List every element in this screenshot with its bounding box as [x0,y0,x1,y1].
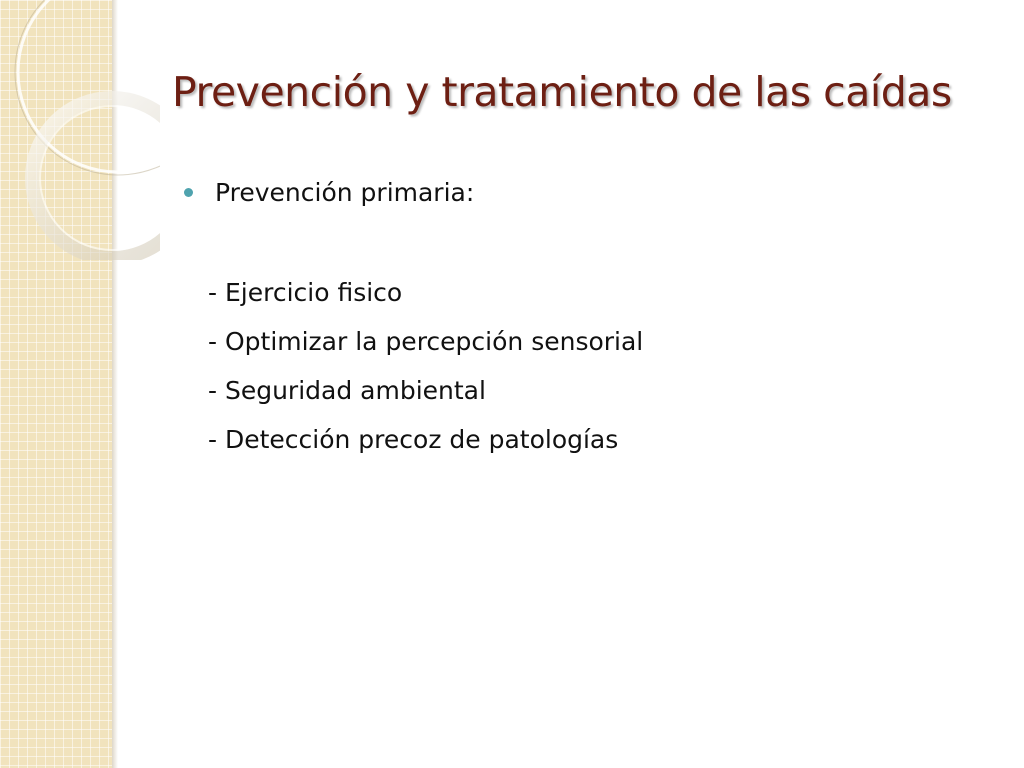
sub-item: - Detección precoz de patologías [208,425,619,454]
sub-list [180,268,980,464]
sub-item: - Seguridad ambiental [208,376,486,405]
bullet-dot-icon [184,188,193,197]
slide-body [180,172,980,464]
sub-item: - Optimizar la percepción sensorial [208,327,644,356]
sub-item: - Ejercicio fisico [208,278,403,307]
bullet-text: Prevención primaria: [215,177,475,207]
decorative-circles [0,0,160,260]
decorative-ring-lower [32,98,160,258]
slide-title: Prevención y tratamiento de las caídas [172,68,952,116]
bullet-item [180,172,980,212]
